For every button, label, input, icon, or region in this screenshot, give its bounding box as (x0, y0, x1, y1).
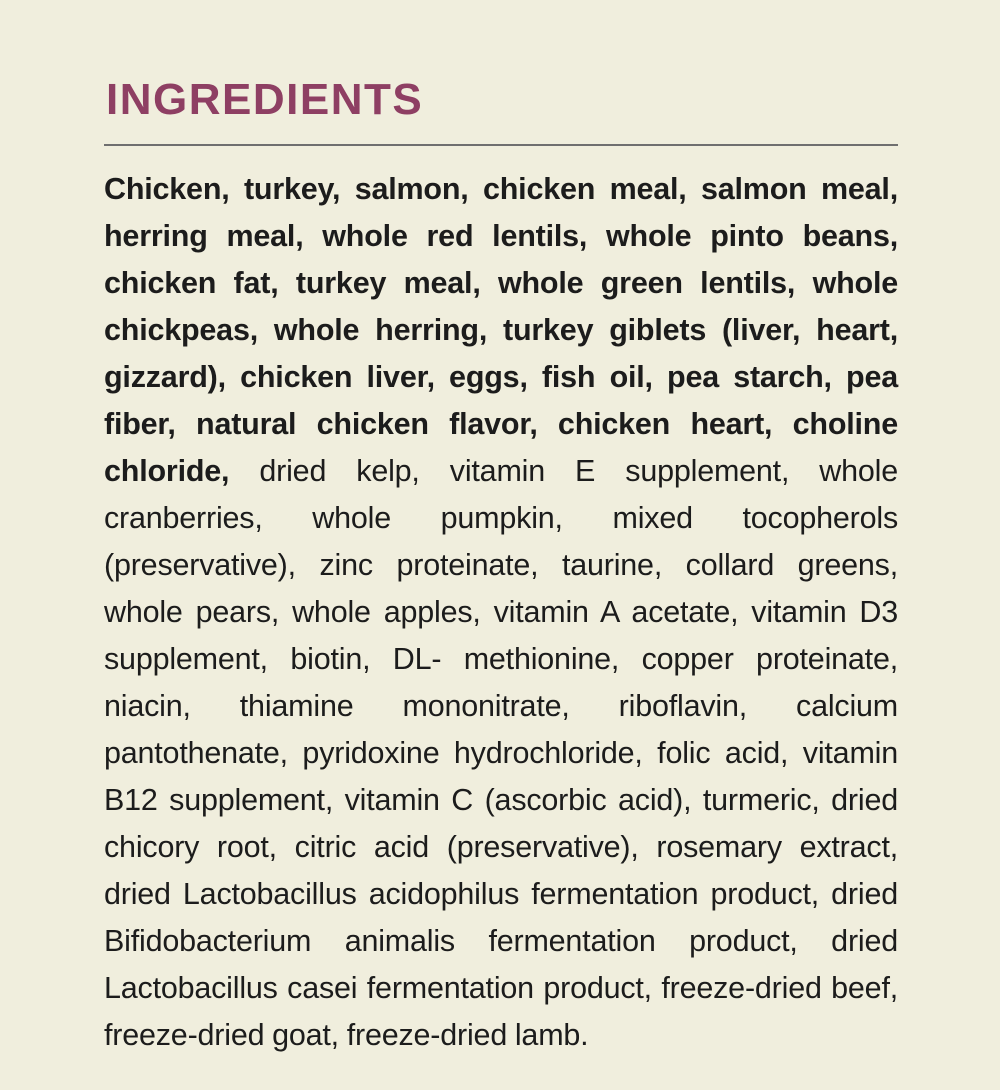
ingredients-paragraph (104, 166, 898, 1059)
title-divider (104, 144, 898, 146)
ingredients-primary-text: Chicken, turkey, salmon, chicken meal, salmon meal, herring meal, whole red lentils, whole pinto beans, chicken fat, turkey meal, whole green lentils, whole chickpeas, whole herring, turkey giblets (liver, heart, gizzard), chicken liver, eggs, fish oil, pea starch, pea fiber, natural chicken flavor, chicken heart, choline chloride, (104, 172, 898, 488)
page-title: INGREDIENTS (106, 75, 424, 124)
ingredients-secondary-text: dried kelp, vitamin E supplement, whole cranberries, whole pumpkin, mixed tocopherols (preservative), zinc proteinate, taurine, collard greens, whole pears, whole apples, vitamin A acetate, vitamin D3 supplement, biotin, DL- methionine, copper proteinate, niacin, thiamine mononitrate, riboflavin, calcium pantothenate, pyridoxine hydrochloride, folic acid, vitamin B12 supplement, vitamin C (ascorbic acid), turmeric, dried chicory root, citric acid (preservative), rosemary extract, dried Lactobacillus acidophilus fermentation product, dried Bifidobacterium animalis fermentation product, dried Lactobacillus casei fermentation product, freeze-dried beef, freeze-dried goat, freeze-dried lamb. (104, 454, 898, 1052)
ingredients-content (104, 75, 898, 1090)
